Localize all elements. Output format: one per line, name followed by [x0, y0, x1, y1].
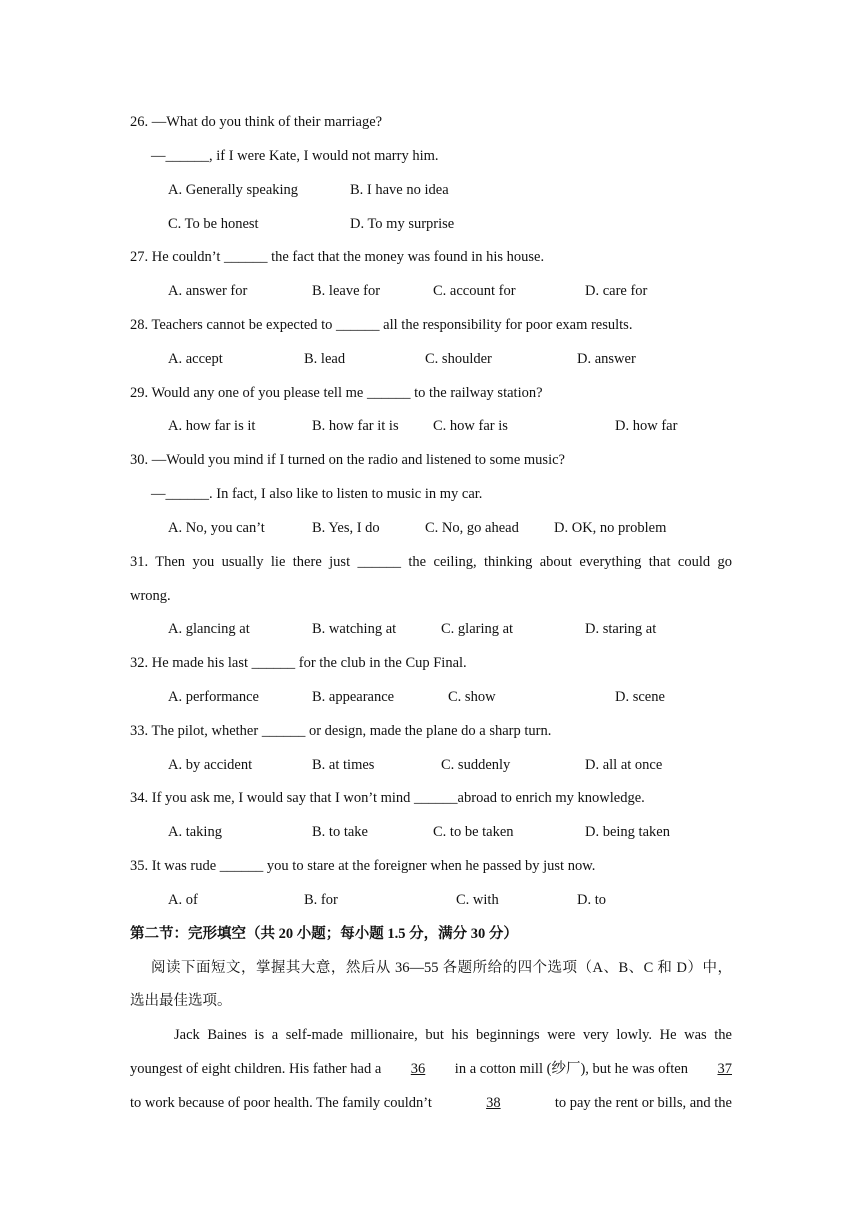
question-30-option-b: B. Yes, I do	[312, 520, 380, 536]
passage-line-2-text-a: youngest of eight children. His father had a	[130, 1061, 382, 1077]
question-32-option-b: B. appearance	[312, 689, 395, 705]
question-26-response: —______, if I were Kate, I would not marry him.	[151, 148, 439, 164]
question-35-stem: 35. It was rude ______ you to stare at the foreigner when he passed by just now.	[130, 858, 596, 874]
question-30-option-c: C. No, go ahead	[425, 520, 519, 536]
passage-line-3-text-b: to pay the rent or bills, and the	[554, 1095, 732, 1111]
question-29-option-d: D. how far	[615, 418, 678, 434]
question-27-option-d: D. care for	[585, 283, 648, 299]
question-33-option-c: C. suddenly	[441, 757, 511, 773]
question-28-option-d: D. answer	[577, 351, 636, 367]
question-32-option-c: C. show	[448, 689, 496, 705]
question-29-option-b: B. how far it is	[312, 418, 399, 434]
question-33-option-a: A. by accident	[168, 757, 253, 773]
question-35-option-a: A. of	[168, 892, 198, 908]
question-28-option-c: C. shoulder	[425, 351, 492, 367]
question-28-option-b: B. lead	[304, 351, 346, 367]
question-34-option-b: B. to take	[312, 824, 368, 840]
question-30-option-d: D. OK, no problem	[554, 520, 667, 536]
question-27-option-c: C. account for	[433, 283, 516, 299]
question-31-option-c: C. glaring at	[441, 621, 514, 637]
question-34-option-d: D. being taken	[585, 824, 670, 840]
question-27-stem: 27. He couldn’t ______ the fact that the money was found in his house.	[130, 249, 545, 265]
question-26-option-d: D. To my surprise	[350, 216, 455, 232]
blank-36: 36	[410, 1061, 426, 1077]
question-28-stem: 28. Teachers cannot be expected to ______ all the responsibility for poor exam results.	[130, 317, 633, 333]
passage-line-3-text-a: to work because of poor health. The family couldn’t	[130, 1095, 432, 1111]
question-32-stem: 32. He made his last ______ for the club in the Cup Final.	[130, 655, 467, 671]
question-28-option-a: A. accept	[168, 351, 223, 367]
section-2-instruction: 阅读下面短文，掌握其大意，然后从 36—55 各题所给的四个选项（A、B、C 和 D）中，	[151, 960, 732, 976]
question-31-option-b: B. watching at	[312, 621, 397, 637]
question-31-stem: 31. Then you usually lie there just ______ the ceiling, thinking about everything that could go	[130, 554, 732, 570]
question-31-option-a: A. glancing at	[168, 621, 250, 637]
question-30-option-a: A. No, you can’t	[168, 520, 265, 536]
question-31-option-d: D. staring at	[585, 621, 657, 637]
question-29-option-c: C. how far is	[433, 418, 508, 434]
question-30-response: —______. In fact, I also like to listen to music in my car.	[151, 486, 483, 502]
question-31-stem-continued: wrong.	[130, 588, 171, 604]
passage-line-2-text-b: in a cotton mill (纱厂), but he was often	[454, 1061, 688, 1077]
question-35-option-d: D. to	[577, 892, 606, 908]
passage-line-1: Jack Baines is a self-made millionaire, but his beginnings were very lowly. He was the	[174, 1027, 732, 1043]
question-26-option-c: C. To be honest	[168, 216, 259, 232]
blank-37: 37	[717, 1061, 732, 1077]
question-30-stem: 30. —Would you mind if I turned on the radio and listened to some music?	[130, 452, 565, 468]
section-2-heading: 第二节：完形填空（共 20 小题；每小题 1.5 分，满分 30 分）	[130, 926, 518, 942]
section-2-instruction-continued: 选出最佳选项。	[130, 993, 232, 1009]
question-34-stem: 34. If you ask me, I would say that I won’t mind ______abroad to enrich my knowledge.	[130, 790, 645, 806]
question-33-option-b: B. at times	[312, 757, 375, 773]
question-29-stem: 29. Would any one of you please tell me ______ to the railway station?	[130, 385, 543, 401]
question-34-option-c: C. to be taken	[433, 824, 514, 840]
question-26-option-a: A. Generally speaking	[168, 182, 299, 198]
question-35-option-b: B. for	[304, 892, 338, 908]
question-27-option-b: B. leave for	[312, 283, 381, 299]
passage-line-3	[130, 1093, 732, 1113]
question-35-option-c: C. with	[456, 892, 499, 908]
question-26-stem: 26. —What do you think of their marriage?	[130, 114, 383, 130]
question-34-option-a: A. taking	[168, 824, 222, 840]
question-29-option-a: A. how far is it	[168, 418, 256, 434]
question-27-option-a: A. answer for	[168, 283, 248, 299]
passage-line-2	[130, 1059, 732, 1079]
question-33-option-d: D. all at once	[585, 757, 663, 773]
blank-38: 38	[486, 1095, 501, 1111]
question-26-option-b: B. I have no idea	[350, 182, 449, 198]
question-32-option-a: A. performance	[168, 689, 259, 705]
question-32-option-d: D. scene	[615, 689, 665, 705]
question-33-stem: 33. The pilot, whether ______ or design, made the plane do a sharp turn.	[130, 723, 552, 739]
